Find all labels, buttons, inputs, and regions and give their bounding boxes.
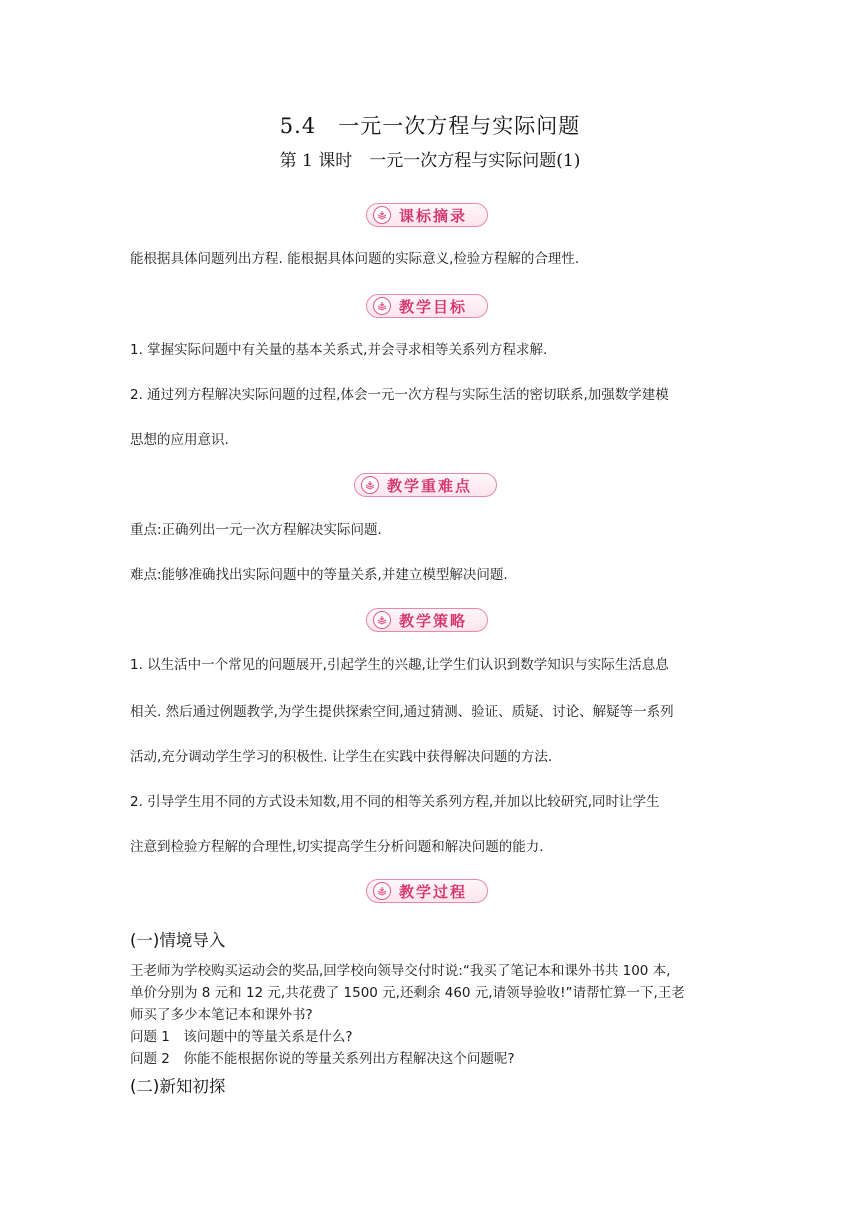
book-stack-icon bbox=[373, 206, 391, 224]
strategy-line: 相关. 然后通过例题教学,为学生提供探索空间,通过猜测、验证、质疑、讨论、解疑等一系列 bbox=[130, 704, 674, 720]
book-stack-icon bbox=[373, 882, 391, 900]
strategy-line: 1. 以生活中一个常见的问题展开,引起学生的兴趣,让学生们认识到数学知识与实际生活息息 bbox=[130, 657, 669, 673]
subsection-heading-intro: (一)情境导入 bbox=[130, 931, 226, 950]
objective-line: 思想的应用意识. bbox=[130, 432, 229, 448]
question-1: 问题 1 该问题中的等量关系是什么? bbox=[130, 1029, 353, 1045]
strategy-line: 2. 引导学生用不同的方式设未知数,用不同的相等关系列方程,并加以比较研究,同时让学生 bbox=[130, 794, 660, 810]
lesson-title: 5.4 一元一次方程与实际问题 bbox=[279, 114, 581, 138]
book-stack-icon bbox=[373, 297, 391, 315]
section-badge-label: 教学过程 bbox=[399, 882, 468, 901]
key-point-line: 重点:正确列出一元一次方程解决实际问题. bbox=[130, 522, 382, 538]
book-stack-icon bbox=[373, 611, 391, 629]
objective-line: 2. 通过列方程解决实际问题的过程,体会一元一次方程与实际生活的密切联系,加强数学建模 bbox=[130, 387, 669, 403]
section-badge-label: 教学重难点 bbox=[387, 476, 473, 495]
intro-line: 王老师为学校购买运动会的奖品,回学校向领导交付时说:“我买了笔记本和课外书共 100 本, bbox=[130, 963, 671, 979]
section-badge-strategy bbox=[366, 608, 488, 632]
section-badge-label: 课标摘录 bbox=[399, 206, 468, 225]
section-badge-process bbox=[366, 879, 488, 903]
intro-line: 师买了多少本笔记本和课外书? bbox=[130, 1007, 313, 1023]
strategy-line: 注意到检验方程解的合理性,切实提高学生分析问题和解决问题的能力. bbox=[130, 839, 544, 855]
objective-line: 1. 掌握实际问题中有关量的基本关系式,并会寻求相等关系列方程求解. bbox=[130, 342, 548, 358]
intro-paragraph bbox=[130, 960, 740, 1070]
strategy-line: 活动,充分调动学生学习的积极性. 让学生在实践中获得解决问题的方法. bbox=[130, 749, 553, 765]
difficult-point-line: 难点:能够准确找出实际问题中的等量关系,并建立模型解决问题. bbox=[130, 567, 508, 583]
book-stack-icon bbox=[361, 476, 379, 494]
section-badge-label: 教学策略 bbox=[399, 611, 468, 630]
section-badge-key-points bbox=[354, 473, 497, 497]
section-badge-label: 教学目标 bbox=[399, 297, 468, 316]
section-badge-objectives bbox=[366, 294, 488, 318]
question-2: 问题 2 你能不能根据你说的等量关系列出方程解决这个问题呢? bbox=[130, 1051, 515, 1067]
standards-text: 能根据具体问题列出方程. 能根据具体问题的实际意义,检验方程解的合理性. bbox=[130, 251, 580, 267]
subsection-heading-new-knowledge: (二)新知初探 bbox=[130, 1077, 226, 1096]
section-badge-standards bbox=[366, 203, 488, 227]
intro-line: 单价分别为 8 元和 12 元,共花费了 1500 元,还剩余 460 元,请领导验收!”请帮忙算一下,王老 bbox=[130, 985, 685, 1001]
lesson-subtitle: 第 1 课时 一元一次方程与实际问题(1) bbox=[279, 151, 581, 171]
